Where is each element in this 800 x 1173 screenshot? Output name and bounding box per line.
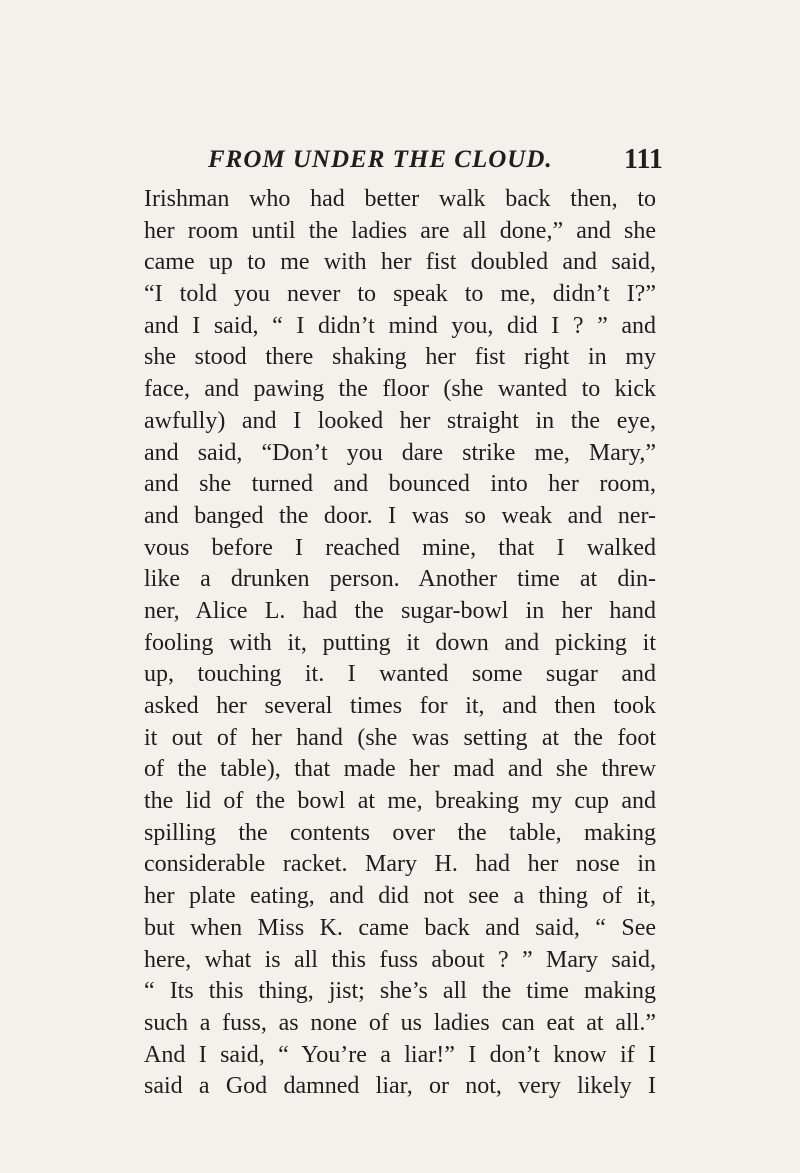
text-line: but when Miss K. came back and said, “ See — [144, 914, 656, 941]
running-title: FROM UNDER THE CLOUD. — [208, 146, 553, 173]
text-line: her room until the ladies are all done,” and she — [144, 217, 656, 244]
text-line: said a God damned liar, or not, very likely I — [144, 1073, 656, 1100]
text-line: vous before I reached mine, that I walked — [144, 534, 656, 561]
text-line: “ Its this thing, jist; she’s all the time making — [144, 978, 656, 1005]
text-line: it out of her hand (she was setting at the foot — [144, 724, 656, 751]
text-line: considerable racket. Mary H. had her nose in — [144, 851, 656, 878]
text-line: such a fuss, as none of us ladies can eat at all.” — [144, 1009, 656, 1036]
text-line: of the table), that made her mad and she threw — [144, 756, 656, 783]
text-line: came up to me with her fist doubled and said, — [144, 249, 656, 276]
running-head — [208, 144, 663, 182]
text-line: and banged the door. I was so weak and ner- — [144, 502, 656, 529]
text-line: face, and pawing the floor (she wanted to kick — [144, 376, 656, 403]
text-line: she stood there shaking her fist right in my — [144, 344, 656, 371]
text-line: “I told you never to speak to me, didn’t I?” — [144, 281, 656, 308]
text-line: up, touching it. I wanted some sugar and — [144, 661, 656, 688]
page-number: 111 — [624, 144, 663, 175]
text-line: and she turned and bounced into her room, — [144, 471, 656, 498]
text-line: and said, “Don’t you dare strike me, Mary,” — [144, 439, 656, 466]
text-line: here, what is all this fuss about ? ” Mary said, — [144, 946, 656, 973]
body-text — [144, 184, 656, 1103]
text-line: awfully) and I looked her straight in the eye, — [144, 407, 656, 434]
text-line: Irishman who had better walk back then, to — [144, 186, 656, 212]
text-line: fooling with it, putting it down and picking it — [144, 629, 656, 656]
text-line: and I said, “ I didn’t mind you, did I ? ” and — [144, 312, 656, 339]
text-line: spilling the contents over the table, making — [144, 819, 656, 846]
text-line: her plate eating, and did not see a thing of it, — [144, 883, 656, 910]
text-line: ner, Alice L. had the sugar-bowl in her hand — [144, 597, 656, 624]
text-line: And I said, “ You’re a liar!” I don’t know if I — [144, 1041, 656, 1068]
text-line: like a drunken person. Another time at din- — [144, 566, 656, 593]
text-line: asked her several times for it, and then took — [144, 693, 656, 719]
text-line: the lid of the bowl at me, breaking my cup and — [144, 788, 656, 815]
